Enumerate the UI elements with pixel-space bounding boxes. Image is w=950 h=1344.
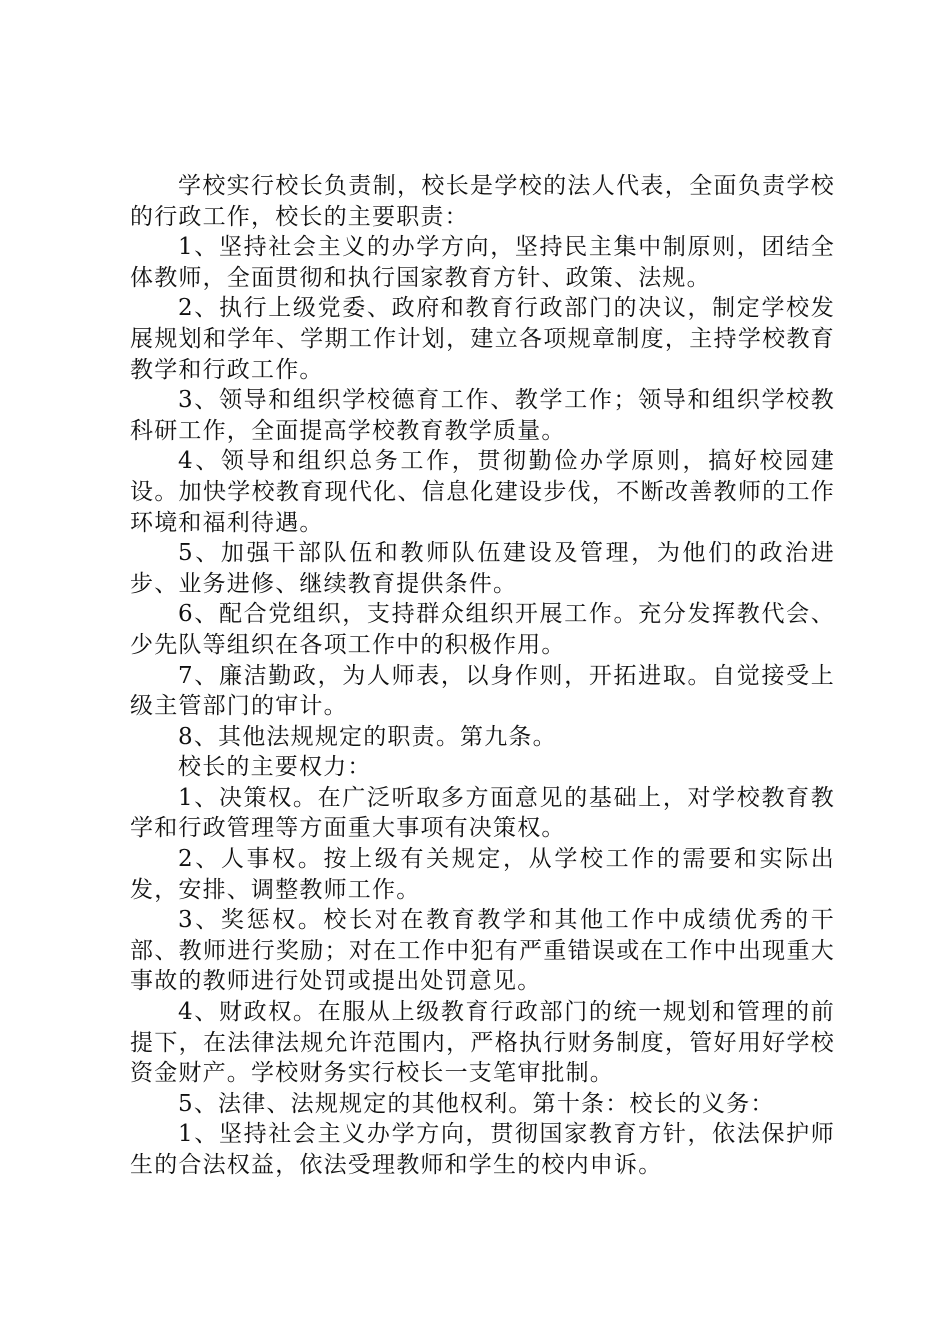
paragraph-duty-1: 1、坚持社会主义的办学方向，坚持民主集中制原则，团结全体教师，全面贯彻和执行国家教育方针、政策、法规。 (130, 234, 835, 291)
paragraph-duty-7: 7、廉洁勤政，为人师表，以身作则，开拓进取。自觉接受上级主管部门的审计。 (130, 662, 835, 720)
paragraph-obligation-1: 1、坚持社会主义办学方向，贯彻国家教育方针，依法保护师生的合法权益，依法受理教师和学生的校内申诉。 (130, 1121, 835, 1178)
paragraph-duty-8: 8、其他法规规定的职责。第九条。 (178, 723, 557, 750)
paragraph-duty-3: 3、领导和组织学校德育工作、教学工作；领导和组织学校教科研工作，全面提高学校教育教学质量。 (130, 387, 835, 444)
paragraph-intro: 学校实行校长负责制，校长是学校的法人代表，全面负责学校的行政工作，校长的主要职责： (130, 173, 835, 230)
paragraph-power-3: 3、奖惩权。校长对在教育教学和其他工作中成绩优秀的干部、教师进行奖励；对在工作中犯有严重错误或在工作中出现重大事故的教师进行处罚或提出处罚意见。 (130, 907, 835, 995)
document-body (130, 171, 835, 1181)
paragraph-power-5: 5、法律、法规规定的其他权利。第十条：校长的义务： (178, 1090, 775, 1117)
paragraph-duty-4: 4、领导和组织总务工作，贯彻勤俭办学原则，搞好校园建设。加快学校教育现代化、信息化建设步伐，不断改善教师的工作环境和福利待遇。 (130, 448, 835, 536)
paragraph-power-4: 4、财政权。在服从上级教育行政部门的统一规划和管理的前提下，在法律法规允许范围内，严格执行财务制度，管好用好学校资金财产。学校财务实行校长一支笔审批制。 (130, 999, 835, 1087)
paragraph-powers-heading: 校长的主要权力： (178, 754, 372, 781)
paragraph-duty-6: 6、配合党组织，支持群众组织开展工作。充分发挥教代会、少先队等组织在各项工作中的积极作用。 (130, 601, 835, 658)
paragraph-power-2: 2、人事权。按上级有关规定，从学校工作的需要和实际出发，安排、调整教师工作。 (130, 846, 835, 903)
paragraph-duty-2: 2、执行上级党委、政府和教育行政部门的决议，制定学校发展规划和学年、学期工作计划，建立各项规章制度，主持学校教育教学和行政工作。 (130, 295, 835, 383)
paragraph-power-1: 1、决策权。在广泛听取多方面意见的基础上，对学校教育教学和行政管理等方面重大事项有决策权。 (130, 784, 835, 842)
paragraph-duty-5: 5、加强干部队伍和教师队伍建设及管理，为他们的政治进步、业务进修、继续教育提供条件。 (130, 540, 835, 597)
